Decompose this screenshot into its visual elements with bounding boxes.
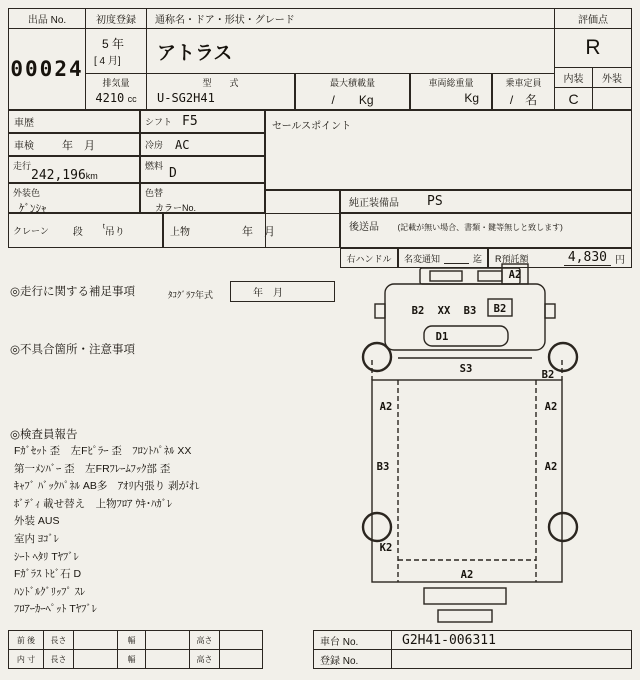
first-registration-cell bbox=[85, 28, 147, 74]
wheel-front-left bbox=[363, 343, 391, 371]
history-cell: 車歴 bbox=[8, 110, 140, 133]
dims-row1-length-value bbox=[73, 630, 118, 650]
damage-code-front-top: A2 bbox=[508, 269, 522, 281]
shift-label: シフト bbox=[145, 117, 173, 127]
exhibit-no-value: 00024 bbox=[8, 28, 86, 110]
mileage-value-wrap bbox=[31, 166, 98, 184]
rear-plate bbox=[438, 610, 492, 622]
equipment-cell bbox=[340, 190, 632, 213]
displacement-value bbox=[86, 89, 146, 105]
first-registration-label: 初度登録 bbox=[85, 8, 147, 29]
dims-row2-width-label: 幅 bbox=[117, 649, 146, 669]
model-value: U-SG2H41 bbox=[157, 91, 215, 105]
aircon-label: 冷房 bbox=[145, 140, 164, 150]
damage-code-windshield: D1 bbox=[435, 331, 449, 343]
cab-outline bbox=[385, 284, 545, 350]
equipment-label: 純正装備品 bbox=[349, 198, 399, 209]
registration-no-label: 登録 No. bbox=[313, 649, 392, 669]
consignment-note: (記載が無い場合、書類・鍵等無しと致します) bbox=[397, 223, 563, 232]
report-line: ﾊﾝﾄﾞﾙｸﾞﾘｯﾌﾟ ｽﾚ bbox=[14, 585, 86, 598]
name-change-label: 名変通知 bbox=[404, 253, 441, 264]
damage-code-rear-center: A2 bbox=[460, 569, 474, 581]
fuel-label: 燃料 bbox=[145, 161, 164, 171]
sales-point-label: セールスポイント bbox=[272, 121, 352, 132]
report-line: ｷｬﾌﾞ ﾊﾞｯｸﾊﾟﾈﾙ AB多 ｱｵﾘ内張り 剥がれ bbox=[14, 480, 200, 493]
capacity-value: / 名 bbox=[509, 93, 538, 107]
inspector-report-title: ◎検査員報告 bbox=[10, 429, 78, 441]
mirror-right bbox=[545, 304, 555, 318]
report-line: 外装 AUS bbox=[14, 515, 60, 528]
mileage-label: 走行 bbox=[13, 161, 32, 171]
upper-body-value: 年 月 bbox=[242, 225, 275, 238]
bed-outline bbox=[372, 380, 562, 582]
sales-point-extra-cell bbox=[265, 190, 340, 248]
dims-row2-width-value bbox=[145, 649, 190, 669]
displacement-unit: cc bbox=[127, 94, 137, 104]
damage-code-left-lower: B3 bbox=[376, 461, 390, 473]
first-registration-month: [ 4 月] bbox=[94, 56, 121, 67]
model-label: 型 式 bbox=[202, 78, 239, 88]
fuel-cell bbox=[140, 156, 265, 183]
bed-inner-dashed-lines bbox=[372, 360, 562, 582]
dims-row2-height-label: 高さ bbox=[189, 649, 220, 669]
damage-code-cab-3: B3 bbox=[463, 305, 477, 317]
report-line: 第一ﾒﾝﾊﾞｰ 歪 左FRﾌﾚｰﾑﾌｯｸ部 歪 bbox=[14, 462, 171, 475]
tachograph-value-box: 年 月 bbox=[230, 281, 335, 302]
gross-weight-label: 車両総重量 bbox=[428, 78, 474, 88]
max-load-label: 最大積載量 bbox=[329, 78, 375, 88]
inspection-cell bbox=[8, 133, 140, 156]
mileage-cell bbox=[8, 156, 140, 183]
deposit-unit: 円 bbox=[615, 254, 625, 266]
report-line: 室内 ﾖｺﾞﾚ bbox=[14, 532, 59, 545]
damage-code-right-mid: A2 bbox=[544, 401, 558, 413]
crane-cell bbox=[8, 213, 163, 248]
dims-row2-length-label: 長さ bbox=[43, 649, 74, 669]
wheel-rear-right bbox=[549, 513, 577, 541]
wheel-front-right bbox=[549, 343, 577, 371]
inspection-value: 年 月 bbox=[62, 139, 95, 152]
crane-lift-wrap bbox=[103, 222, 125, 240]
damage-code-cab-1: B2 bbox=[411, 305, 425, 317]
color-change-cell bbox=[140, 183, 265, 213]
defects-title: ◎不具合箇所・注意事項 bbox=[10, 344, 136, 356]
mileage-note-title: ◎走行に関する補足事項 bbox=[10, 286, 136, 298]
dims-row1-height-value bbox=[219, 630, 263, 650]
damage-code-front-right-side: B2 bbox=[541, 369, 555, 381]
deposit-value: 4,830 bbox=[564, 250, 611, 266]
max-load-cell bbox=[295, 73, 410, 110]
color-change-label: 色替 bbox=[145, 188, 164, 198]
capacity-cell bbox=[492, 73, 555, 110]
report-line: ｼｰﾄ ﾍﾀﾘ Tﾔﾌﾞﾚ bbox=[14, 550, 79, 563]
fuel-value: D bbox=[169, 166, 177, 181]
chassis-no-label: 車台 No. bbox=[313, 630, 392, 650]
report-line: Fｶﾞｾｯﾄ 歪 左Fﾋﾟﾗｰ 歪 ﾌﾛﾝﾄﾊﾟﾈﾙ XX bbox=[14, 445, 192, 457]
registration-no-value bbox=[391, 649, 632, 669]
grade-label: 評価点 bbox=[554, 8, 632, 29]
dims-row2-label: 内 寸 bbox=[8, 649, 44, 669]
exterior-color-cell bbox=[8, 183, 140, 213]
chassis-no-value: G2H41-006311 bbox=[391, 630, 632, 650]
gross-weight-value: Kg bbox=[464, 91, 479, 105]
damage-code-roof: S3 bbox=[459, 363, 473, 375]
upper-body-label: 上物 bbox=[170, 227, 190, 238]
displacement-label: 排気量 bbox=[102, 78, 130, 88]
tachograph-label: ﾀｺｸﾞﾗﾌ年式 bbox=[168, 290, 214, 300]
exterior-color-label: 外装色 bbox=[13, 188, 41, 198]
name-change-made-label: 迄 bbox=[472, 253, 482, 264]
aircon-cell bbox=[140, 133, 265, 156]
model-cell bbox=[146, 73, 295, 110]
damage-code-right-lower: A2 bbox=[544, 461, 558, 473]
crane-lift-label: 吊り bbox=[104, 226, 125, 238]
exterior-grade-value bbox=[592, 87, 632, 110]
dims-row2-length-value bbox=[73, 649, 118, 669]
interior-label: 内装 bbox=[554, 67, 593, 88]
aircon-value: AC bbox=[175, 137, 190, 152]
max-load-value: / Kg bbox=[331, 93, 374, 107]
damage-diagram bbox=[352, 262, 637, 628]
shift-cell bbox=[140, 110, 265, 133]
crane-stage-label: 段 bbox=[72, 227, 83, 238]
damage-code-cab-4: B2 bbox=[493, 303, 507, 315]
report-line: ﾎﾞﾃﾞｨ 載せ替え 上物ﾌﾛｱ ｳｷ･ﾊｶﾞﾚ bbox=[14, 497, 173, 510]
deposit-label: R預託額 bbox=[495, 253, 529, 264]
dims-row1-width-label: 幅 bbox=[117, 630, 146, 650]
gross-weight-cell bbox=[410, 73, 492, 110]
rear-bumper bbox=[424, 588, 506, 604]
grade-value: R bbox=[554, 28, 632, 68]
crane-unit-label: t bbox=[102, 223, 105, 231]
damage-code-left-mid: A2 bbox=[379, 401, 393, 413]
displacement-number: 4210 bbox=[95, 91, 125, 105]
damage-code-cab-2: XX bbox=[437, 305, 451, 317]
displacement-cell bbox=[85, 73, 147, 110]
inspector-report-lines bbox=[14, 443, 350, 619]
report-line: ﾌﾛｱｰｶｰﾍﾟｯﾄ Tﾔﾌﾞﾚ bbox=[14, 603, 97, 616]
dims-row1-height-label: 高さ bbox=[189, 630, 220, 650]
color-no-label: カラーNo. bbox=[155, 203, 197, 213]
capacity-label: 乗車定員 bbox=[505, 78, 542, 88]
interior-grade-value: C bbox=[554, 87, 593, 110]
consignment-label: 後送品 bbox=[349, 222, 379, 233]
sales-point-cell bbox=[265, 110, 632, 190]
dims-row2-height-value bbox=[219, 649, 263, 669]
right-handle-cell: 右ハンドル bbox=[340, 248, 398, 268]
front-grille-right bbox=[478, 271, 502, 281]
mirror-left bbox=[375, 304, 385, 318]
exhibit-no-label: 出品 No. bbox=[8, 8, 86, 29]
mileage-value: 242,196 bbox=[31, 168, 86, 183]
dims-row1-label: 前 後 bbox=[8, 630, 44, 650]
exterior-label: 外装 bbox=[592, 67, 632, 88]
inspection-label: 車検 bbox=[14, 141, 34, 152]
first-registration-year: 5 年 bbox=[102, 37, 125, 51]
wheel-rear-left bbox=[363, 513, 391, 541]
consignment-cell bbox=[340, 213, 632, 248]
exterior-color-value: ｹﾞﾝｼｬ bbox=[19, 203, 47, 215]
front-grille-left bbox=[430, 271, 462, 281]
shift-value: F5 bbox=[182, 114, 198, 129]
equipment-value: PS bbox=[427, 194, 443, 209]
report-line: Fｶﾞﾗｽ ﾄﾋﾞ石 D bbox=[14, 568, 82, 581]
mileage-unit: km bbox=[85, 171, 98, 181]
dims-row1-width-value bbox=[145, 630, 190, 650]
vehicle-name-label: 通称名・ドア・形状・グレード bbox=[146, 8, 555, 29]
damage-code-rear-left: K2 bbox=[379, 542, 393, 554]
dims-row1-length-label: 長さ bbox=[43, 630, 74, 650]
crane-label: クレーン bbox=[13, 226, 49, 236]
vehicle-name-value: アトラス bbox=[146, 28, 555, 74]
